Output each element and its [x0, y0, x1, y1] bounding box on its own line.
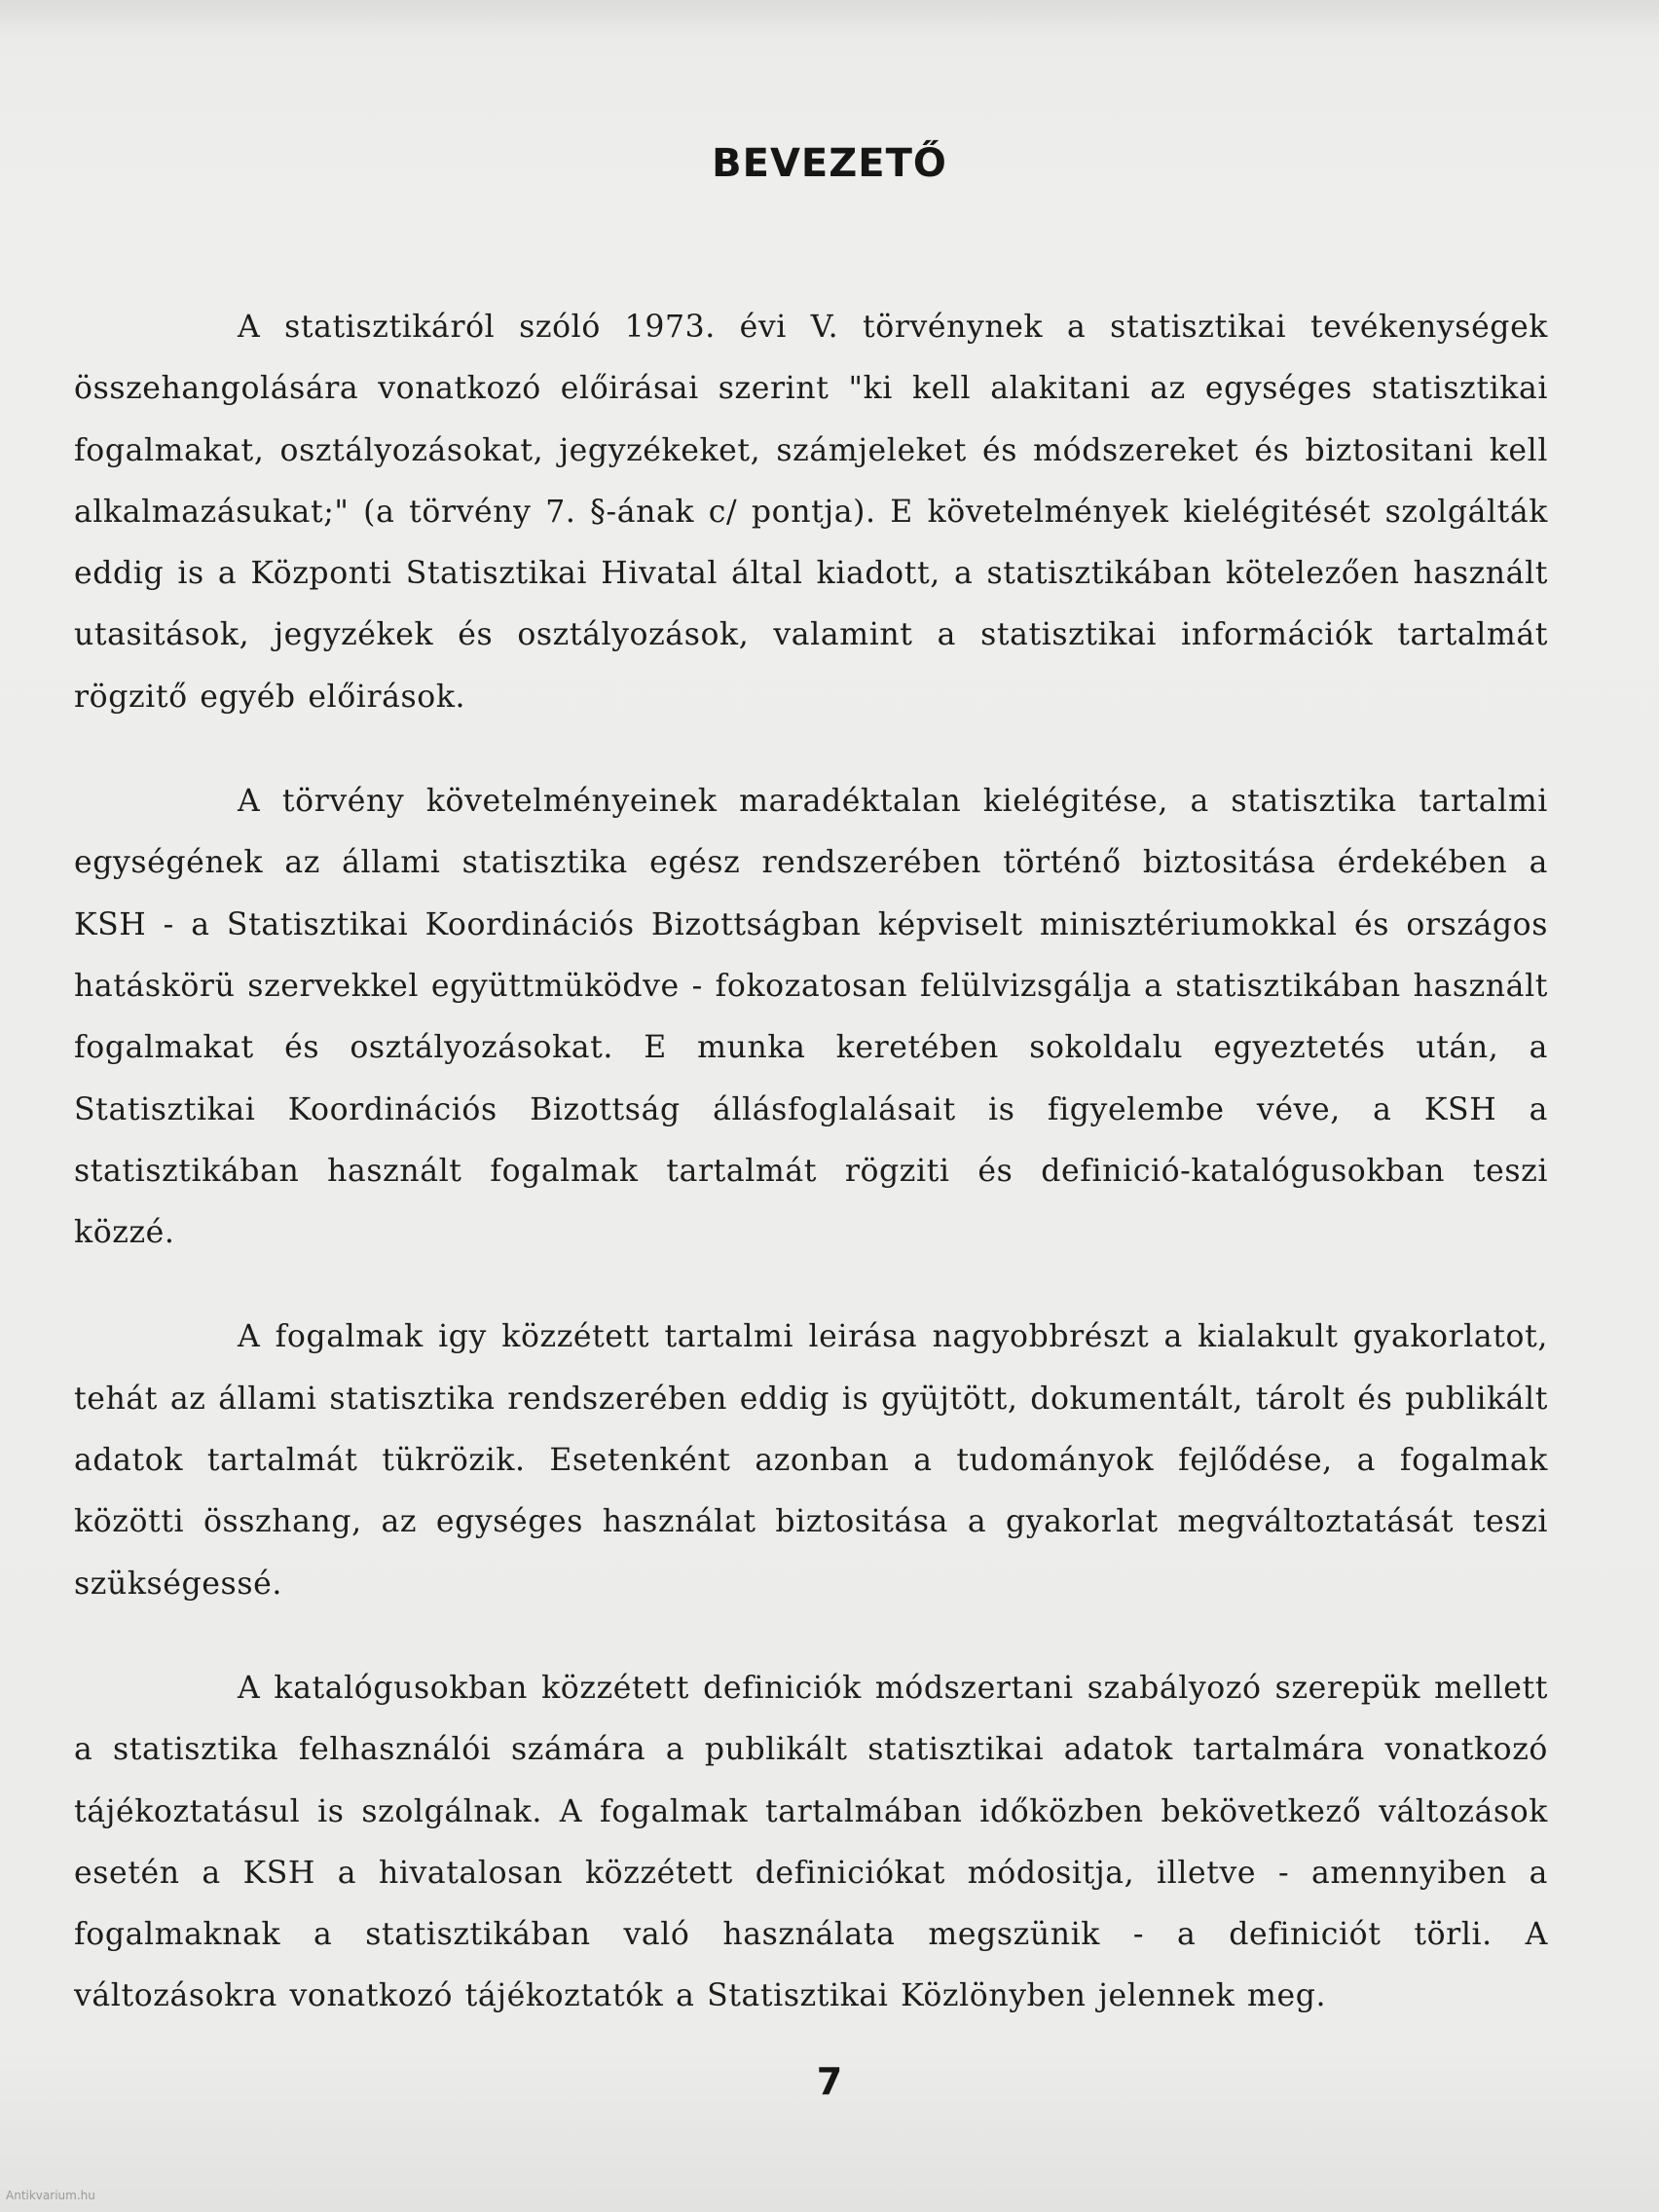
body-text — [74, 297, 1548, 2071]
paragraph-2: A törvény követelményeinek maradéktalan kielégitése, a statisztika tartalmi egységének az állami statisztika egész rendszerében történő biztositása érdekében a KSH - a Statisztikai Koordinációs Bizottságban képviselt minisztériumokkal és országos hatáskörü szervekkel együttmüködve - fokozatosan felülvizsgálja a statisztikában használt fogalmakat és osztályozásokat. E munka keretében sokoldalu egyeztetés után, a Statisztikai Koordinációs Bizottság állásfoglalásait is figyelembe véve, a KSH a statisztikában használt fogalmak tartalmát rögziti és definició-katalógusokban teszi közzé. — [74, 784, 1548, 1251]
paragraph-3: A fogalmak igy közzétett tartalmi leirása nagyobbrészt a kialakult gyakorlatot, tehát az állami statisztika rendszerében eddig is gyüjtött, dokumentált, tárolt és publikált adatok tartalmát tükrözik. Esetenként azonban a tudományok fejlődése, a fogalmak közötti összhang, az egységes használat biztositása a gyakorlat megváltoztatását teszi szükségessé. — [74, 1319, 1548, 1602]
page-title: BEVEZETŐ — [712, 140, 947, 186]
paragraph-1: A statisztikáról szóló 1973. évi V. törvénynek a statisztikai tevékenységek összehangolására vonatkozó előirásai szerint "ki kell alakitani az egységes statisztikai fogalmakat, osztályozásokat, jegyzékeket, számjeleket és módszereket és biztositani kell alkalmazásukat;" (a törvény 7. §-ának c/ pontja). E követelmények kielégitését szolgálták eddig is a Központi Statisztikai Hivatal által kiadott, a statisztikában kötelezően használt utasitások, jegyzékek és osztályozások, valamint a statisztikai információk tartalmát rögzitő egyéb előirások. — [74, 310, 1548, 715]
show-through-text — [58, 0, 1616, 58]
watermark: Antikvarium.hu — [6, 2189, 95, 2202]
paragraph-4: A katalógusokban közzétett definiciók módszertani szabályozó szerepük mellett a statisztika felhasználói számára a publikált statisztikai adatok tartalmára vonatkozó tájékoztatásul is szolgálnak. A fogalmak tartalmában időközben bekövetkező változások esetén a KSH a hivatalosan közzétett definiciókat módositja, illetve - amennyiben a fogalmaknak a statisztikában való használata megszünik - a definiciót törli. A változásokra vonatkozó tájékoztatók a Statisztikai Közlönyben jelennek meg. — [74, 1670, 1548, 2014]
page-number: 7 — [816, 2060, 843, 2103]
